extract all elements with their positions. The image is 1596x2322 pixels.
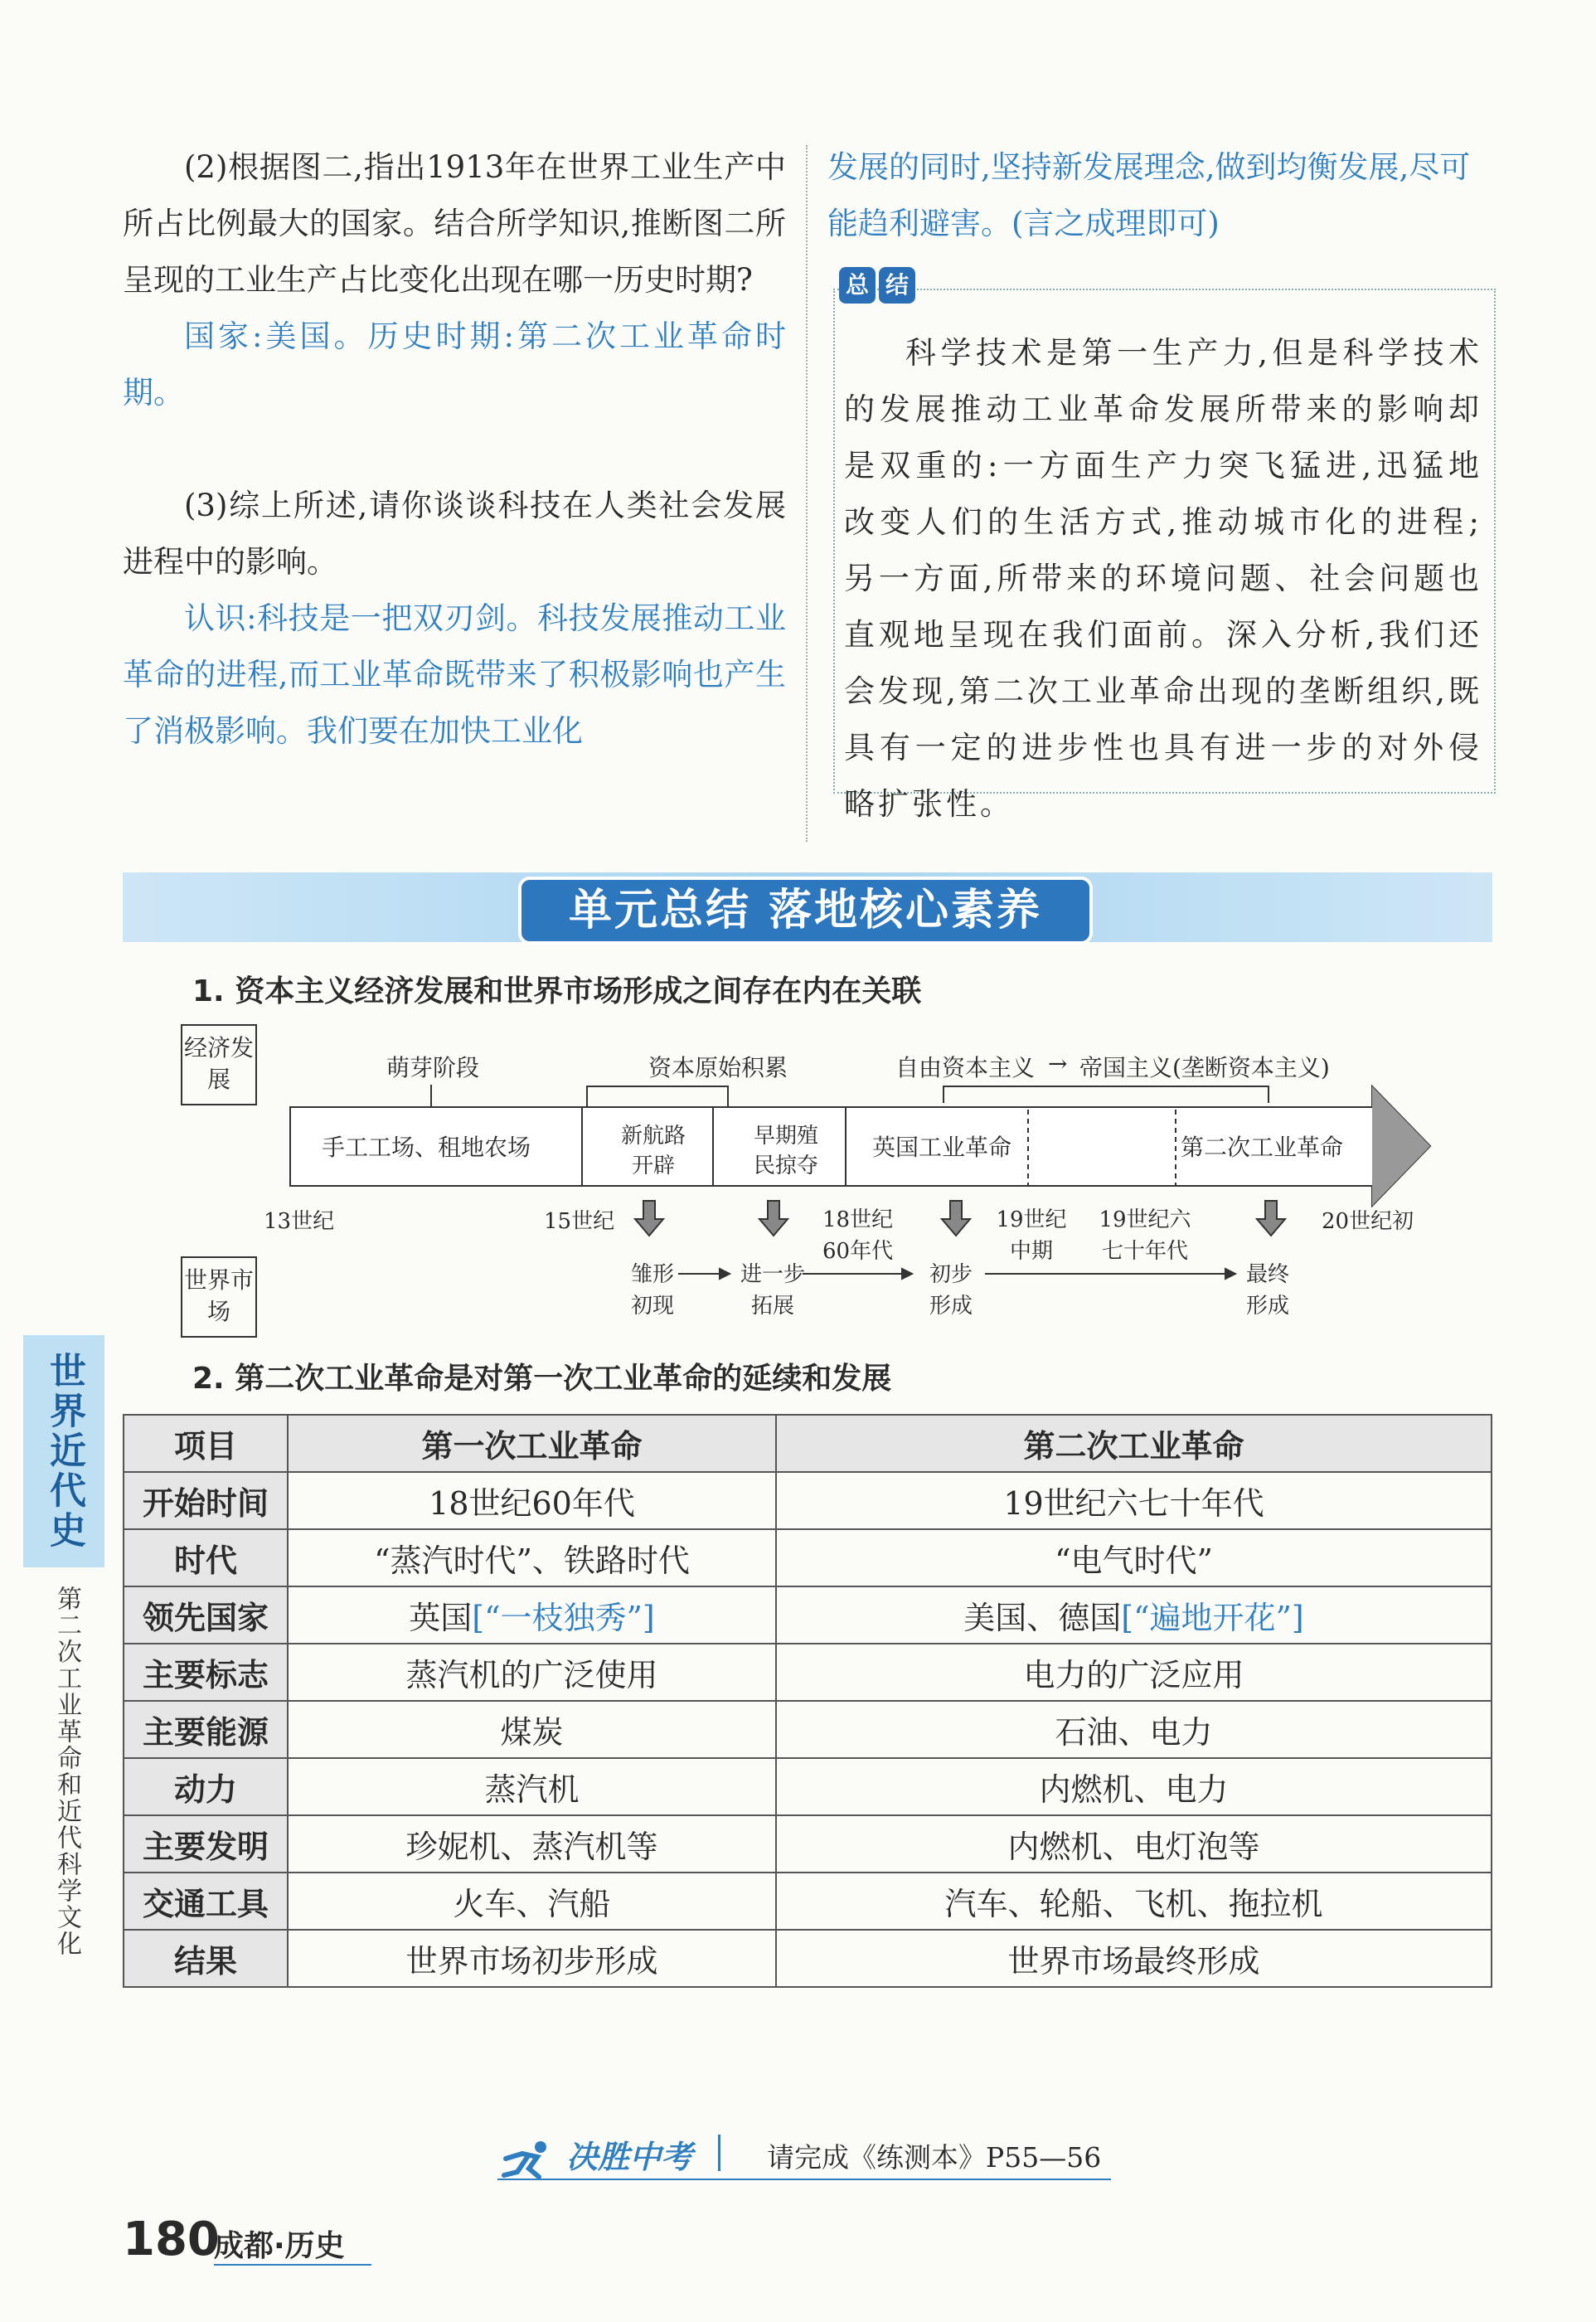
bracket-accumulation [587,1086,728,1107]
row-second-cell [776,1586,1492,1644]
table-row [124,1586,1492,1644]
market-initial: 初步形成 [929,1262,973,1319]
row-second: 世界市场最终形成 [776,1930,1492,1987]
market-embryo: 雏形初现 [630,1262,674,1319]
market-expand: 进一步拓展 [740,1262,805,1319]
time-15c: 15世纪 [544,1209,615,1234]
row-second: 19世纪六七十年代 [776,1472,1492,1529]
row-second: 内燃机、电力 [776,1758,1492,1815]
summary-tag-char-1: 总 [839,267,876,304]
comparison-table [123,1414,1492,1988]
side-tab-world-modern-history: 世界近代史 [23,1335,104,1567]
header-first-ir: 第一次工业革命 [288,1415,776,1472]
footer-underline [497,2179,1111,2180]
row-item: 领先国家 [124,1586,288,1644]
row-item: 主要标志 [124,1644,288,1701]
section-2-heading: 2. 第二次工业革命是对第一次工业革命的延续和发展 [192,1362,892,1396]
row-first: “蒸汽时代”、铁路时代 [288,1529,776,1586]
row-item: 开始时间 [124,1472,288,1529]
row-item: 时代 [124,1529,288,1586]
row-second: 汽车、轮船、飞机、拖拉机 [776,1873,1492,1930]
header-second-ir: 第二次工业革命 [776,1415,1492,1472]
summary-tag [839,267,915,304]
page-number: 180 [123,2213,220,2266]
row-first: 火车、汽船 [288,1873,776,1930]
table-row [124,1701,1492,1758]
stage-imperialism: 帝国主义(垄断资本主义) [1079,1054,1330,1081]
footer-divider [718,2135,720,2171]
page-subject: 成都·历史 [214,2229,345,2263]
footer-logo [497,2131,692,2180]
page-subject-underline [214,2264,371,2266]
row-second: “电气时代” [776,1529,1492,1586]
table-row [124,1930,1492,1987]
row-first-cell [288,1586,776,1644]
time-19c-6070s: 19世纪六七十年代 [1099,1207,1191,1264]
row-item: 主要发明 [124,1815,288,1873]
row-second: 内燃机、电灯泡等 [776,1815,1492,1873]
question-3: (3)综上所述,请你谈谈科技在人类社会发展进程中的影响。 [123,488,786,580]
table-header-row [124,1415,1492,1472]
table-row [124,1472,1492,1529]
section-1-heading: 1. 资本主义经济发展和世界市场形成之间存在内在关联 [192,974,922,1008]
row-item: 主要能源 [124,1701,288,1758]
row-label-market: 世界市场 [181,1256,257,1338]
cell-early-colonial: 早期殖民掠夺 [753,1124,818,1178]
table-row [124,1815,1492,1873]
row-first: 蒸汽机的广泛使用 [288,1644,776,1701]
cell-second-ir: 第二次工业革命 [1181,1134,1344,1161]
cell-workshops: 手工工场、租地农场 [322,1134,531,1161]
time-13c: 13世纪 [264,1209,335,1234]
stage-sprout: 萌芽阶段 [386,1054,480,1081]
row-first-note: [“一枝独秀”] [472,1600,655,1636]
answer-3-continued: 发展的同时,坚持新发展理念,做到均衡发展,尽可能趋利避害。(言之成理即可) [827,149,1471,241]
row-second: 石油、电力 [776,1701,1492,1758]
left-column [123,139,786,760]
summary-tag-char-2: 结 [879,267,915,304]
row-second-note: [“遍地开花”] [1121,1600,1304,1636]
stage-accumulation: 资本原始积累 [648,1054,788,1081]
cell-new-routes: 新航路开辟 [620,1124,686,1178]
down-arrow-1 [635,1201,663,1236]
cell-british-ir: 英国工业革命 [872,1134,1012,1161]
footer-logo-text: 决胜中考 [566,2139,693,2175]
table-row [124,1644,1492,1701]
row-item: 交通工具 [124,1873,288,1930]
row-first: 珍妮机、蒸汽机等 [288,1815,776,1873]
down-arrow-4 [1257,1201,1285,1236]
column-divider [806,145,808,842]
bracket-free-capitalism [944,1086,1269,1103]
time-20c-early: 20世纪初 [1322,1209,1414,1234]
answer-3: 认识:科技是一把双刃剑。科技发展推动工业革命的进程,而工业革命既带来了积极影响也产生了消极影响。我们要在加快工业化 [123,600,786,749]
answer-2: 国家:美国。历史时期:第二次工业革命时期。 [123,318,786,410]
header-item: 项目 [124,1415,288,1472]
arrow-head [1372,1086,1430,1206]
running-man-icon [497,2139,555,2180]
stage-free-capitalism: 自由资本主义 [895,1054,1036,1081]
table-row [124,1758,1492,1815]
footer-instruction: 请完成《练测本》P55—56 [767,2141,1102,2174]
row-first: 蒸汽机 [288,1758,776,1815]
table-row [124,1873,1492,1930]
row-first: 英国 [409,1600,473,1636]
down-arrow-2 [759,1201,788,1236]
right-column [827,139,1491,252]
side-chapter-title: 第二次工业革命和近代科学文化 [52,1586,81,1957]
row-label-economy: 经济发展 [181,1024,257,1105]
time-19c-mid: 19世纪中期 [996,1207,1067,1264]
market-final: 最终形成 [1245,1262,1289,1319]
banner-title: 单元总结 落地核心素养 [518,877,1093,945]
stage-arrow: → [1048,1050,1068,1077]
row-first: 世界市场初步形成 [288,1930,776,1987]
row-first: 煤炭 [288,1701,776,1758]
question-2: (2)根据图二,指出1913年在世界工业生产中所占比例最大的国家。结合所学知识,推断图二所呈现的工业生产占比变化出现在哪一历史时期? [123,149,786,298]
row-item: 动力 [124,1758,288,1815]
row-second: 电力的广泛应用 [776,1644,1492,1701]
row-item: 结果 [124,1930,288,1987]
summary-text: 科学技术是第一生产力,但是科学技术的发展推动工业革命发展所带来的影响却是双重的:一方面生产力突飞猛进,迅猛地改变人们的生活方式,推动城市化的进程;另一方面,所带来的环境问题、社会问题也直观地呈现在我们面前。深入分析,我们还会发现,第二次工业革命出现的垄断组织,既具有一定的进步性也具有进一步的对外侵略扩张性。 [844,335,1482,822]
time-18c-60s: 18世纪60年代 [822,1207,894,1264]
table-row [124,1529,1492,1586]
row-second: 美国、德国 [963,1600,1122,1636]
row-first: 18世纪60年代 [288,1472,776,1529]
down-arrow-3 [942,1201,970,1236]
